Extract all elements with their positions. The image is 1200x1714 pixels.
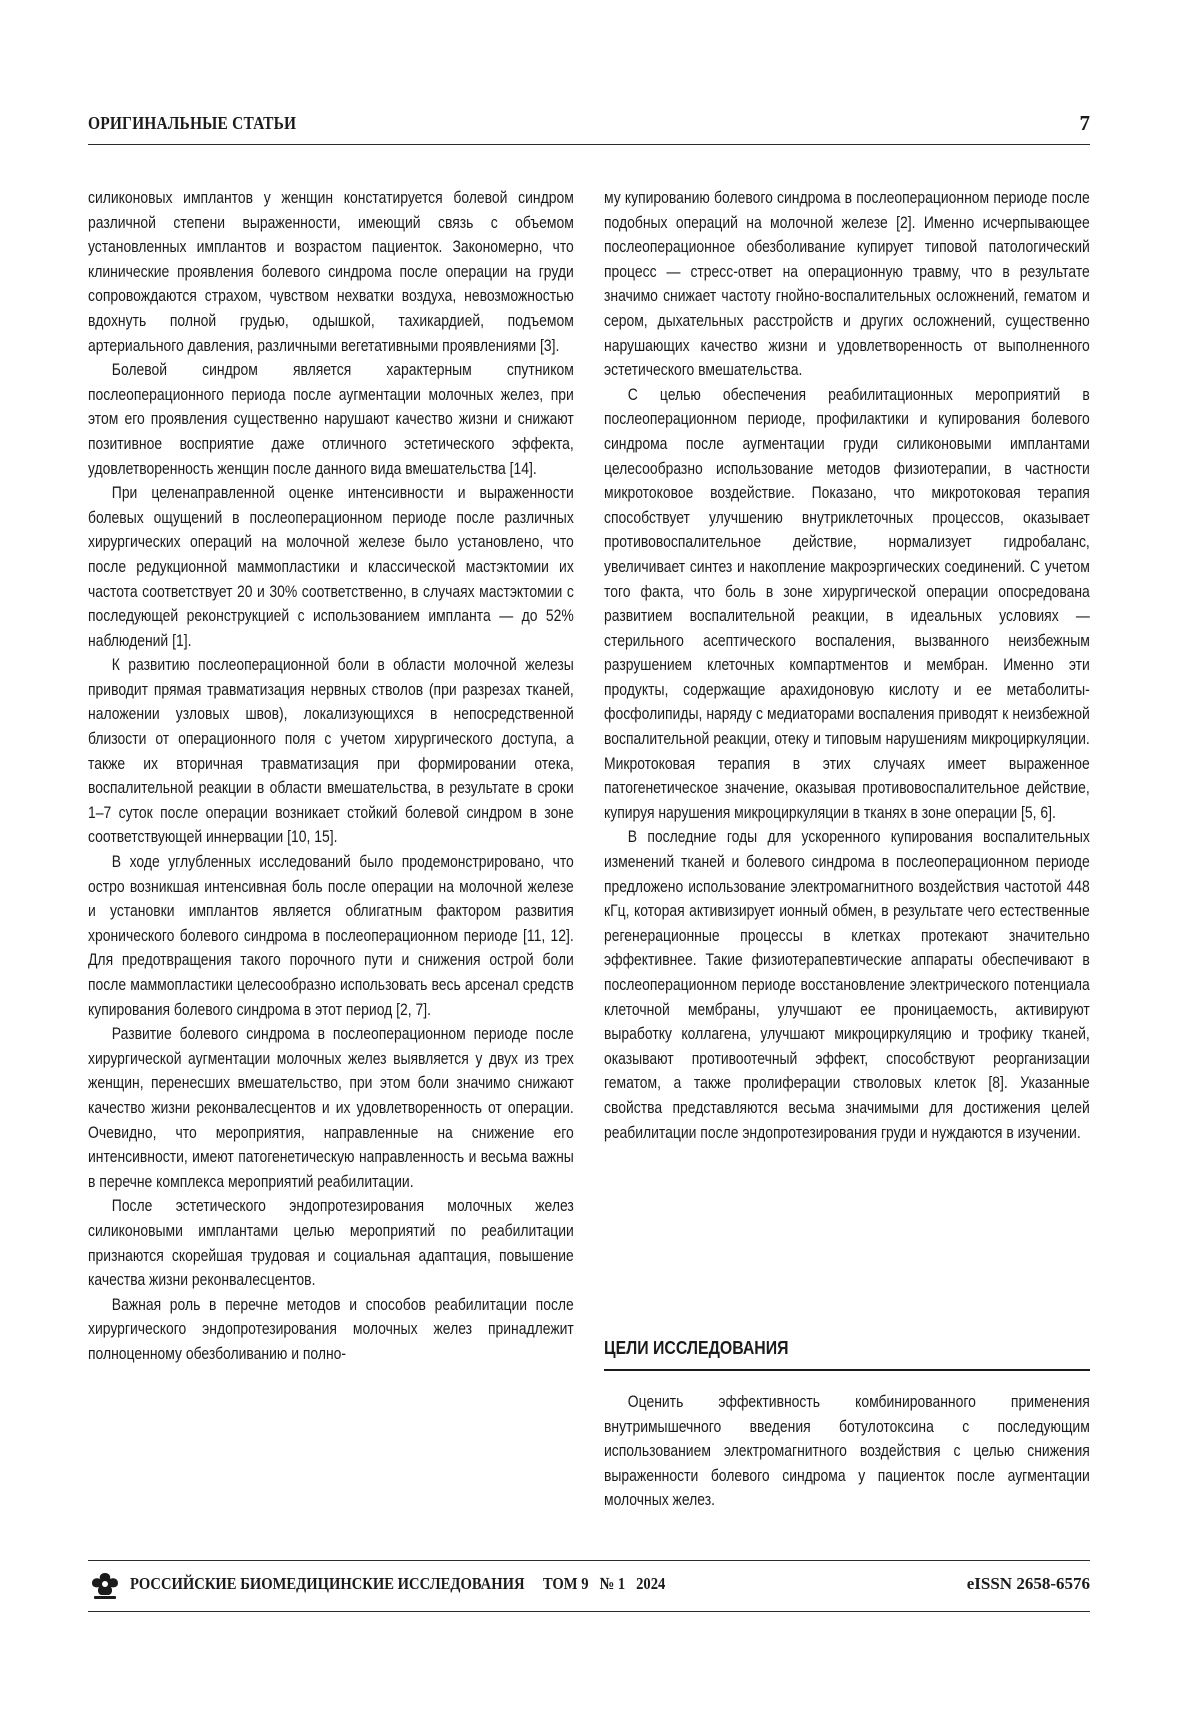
- paragraph-text: Оценить эффективность комбинированного применения внутримышечного введения ботулотоксина с последующим использованием электромагнитного воздействия с целью снижения выраженности болевого синдрома у пациенток после аугментации молочных желез.: [604, 1393, 1090, 1510]
- paragraph-text: му купированию болевого синдрома в послеоперационном периоде после подобных операций на молочной железе [2]. Именно исчерпывающее послеоперационное обезболивание купирует типовой патологический процесс — стресс-ответ на операционную травму, что в результате значимо снижает частоту гнойно-воспалительных осложнений, гематом и сером, дыхательных расстройств и других осложнений, существенно нарушающих качество жизни и удовлетворенность от выполненного эстетического вмешательства.: [604, 189, 1090, 380]
- journal-issn: eISSN 2658-6576: [966, 1574, 1090, 1593]
- left-column: [88, 186, 574, 1367]
- paragraph-text: После эстетического эндопротезирования молочных желез силиконовыми имплантами целью мероприятий по реабилитации признаются скорейшая трудовая и социальная адаптация, повышение качества жизни реконвалесцентов.: [88, 1197, 574, 1290]
- paragraph: [604, 383, 1090, 826]
- page-footer: [88, 1560, 1090, 1612]
- journal-name: РОССИЙСКИЕ БИОМЕДИЦИНСКИЕ ИССЛЕДОВАНИЯ: [130, 1574, 525, 1593]
- journal-volume: ТОМ 9: [542, 1574, 589, 1593]
- paragraph: [88, 358, 574, 481]
- paragraph-text: Важная роль в перечне методов и способов реабилитации после хирургического эндопротезирования молочных желез принадлежит полноценному обезболиванию и полно-: [88, 1295, 574, 1363]
- paragraph-text: В ходе углубленных исследований было продемонстрировано, что остро возникшая интенсивная боль после операции на молочной железе и установки имплантов является облигатным фактором развития хронического болевого синдрома в послеоперационном периоде [11, 12]. Для предотвращения такого порочного пути и снижения острой боли после маммопластики целесообразно использовать весь арсенал средств купирования болевого синдрома в этот период [2, 7].: [88, 853, 574, 1019]
- paragraph-text: При целенаправленной оценке интенсивности и выраженности болевых ощущений в послеоперационном периоде после различных хирургических операций на молочной железе было установлено, что после редукционной маммопластики и классической мастэктомии их частота соответствует 20 и 30% соответственно, в случаях мастэктомии с последующей реконструкцией с использованием импланта — до 52% наблюдений [1].: [88, 484, 574, 650]
- paragraph-text: Развитие болевого синдрома в послеоперационном периоде после хирургической аугментации молочных желез выявляется у двух из трех женщин, перенесших вмешательство, при этом боли значимо снижают качество жизни реконвалесцентов и их удовлетворенность от операции. Очевидно, что мероприятия, направленные на снижение его интенсивности, имеют патогенетическую направленность и весьма важны в перечне комплекса мероприятий реабилитации.: [88, 1025, 574, 1191]
- paragraph-text: С целью обеспечения реабилитационных мероприятий в послеоперационном периоде, профилактики и купирования болевого синдрома после аугментации груди силиконовыми имплантами целесообразно использование методов физиотерапии, в частности микротоковое воздействие. Показано, что микротоковая терапия способствует улучшению внутриклеточных процессов, оказывает противовоспалительное действие, нормализует гидробаланс, увеличивает синтез и накопление макроэргических соединений. С учетом того факта, что боль в зоне хирургической операции опосредована развитием воспалительной реакции, в идеальных условиях — стерильного асептического воспаления, вызванного неизбежным разрушением клеточных компартментов и мембран. Именно эти продукты, содержащие арахидоновую кислоту и ее метаболиты-фосфолипиды, наряду с медиаторами воспаления приводят к неизбежной воспалительной реакции, отеку и типовым нарушениям микроциркуляции. Микротоковая терапия в этих случаях имеет выраженное патогенетическое значение, оказывая противовоспалительное действие, купируя нарушения микроциркуляции в тканях в зоне операции [5, 6].: [604, 385, 1090, 822]
- right-column: [604, 186, 1090, 1145]
- paragraph: [88, 481, 574, 653]
- paragraph: [88, 186, 574, 358]
- paragraph: [88, 1194, 574, 1292]
- paragraph: [88, 850, 574, 1022]
- aims-body: [604, 1390, 1090, 1513]
- paragraph-text: Болевой синдром является характерным спутником послеоперационного периода после аугментации молочных желез, при этом его проявления существенно нарушают качество жизни и снижают позитивное восприятие даже отличного эстетического эффекта, удовлетворенность женщин после данного вида вмешательства [14].: [88, 361, 574, 478]
- paragraph-text: К развитию послеоперационной боли в области молочной железы приводит прямая травматизация нервных стволов (при разрезах тканей, наложении узловых швов), локализующихся в непосредственной близости от операционного поля с учетом хирургического доступа, а также их вторичная травматизация при формировании отека, воспалительной реакции в области вмешательства, в результате в сроки 1–7 суток после операции возникает стойкий болевой синдром в зоне соответствующей иннервации [10, 15].: [88, 656, 574, 847]
- paragraph: [604, 186, 1090, 383]
- paragraph-text: силиконовых имплантов у женщин констатируется болевой синдром различной степени выраженности, имеющий связь с объемом установленных имплантов и возрастом пациенток. Закономерно, что клинические проявления болевого синдрома после операции на груди сопровождаются страхом, чувством нехватки воздуха, невозможностью вдохнуть полной грудью, одышкой, тахикардией, подъемом артериального давления, различными вегетативными проявлениями [3].: [88, 189, 574, 355]
- journal-issue: № 1: [599, 1574, 626, 1593]
- paragraph: [88, 1022, 574, 1194]
- section-heading-aims: [604, 1336, 1090, 1371]
- section-title: ОРИГИНАЛЬНЫЕ СТАТЬИ: [88, 113, 297, 133]
- paragraph: [88, 653, 574, 850]
- journal-citation: [130, 1574, 665, 1594]
- paragraph: [604, 825, 1090, 1145]
- paragraph: [604, 1390, 1090, 1513]
- running-header: [88, 110, 1090, 145]
- page-number: 7: [1079, 111, 1090, 135]
- journal-emblem-icon: [88, 1571, 122, 1601]
- journal-year: 2024: [636, 1574, 666, 1593]
- section-heading-text: ЦЕЛИ ИССЛЕДОВАНИЯ: [604, 1338, 789, 1358]
- paragraph: [88, 1293, 574, 1367]
- paragraph-text: В последние годы для ускоренного купирования воспалительных изменений тканей и болевого синдрома в послеоперационном периоде предложено использование электромагнитного воздействия частотой 448 кГц, которая активизирует ионный обмен, в результате чего естественные регенерационные процессы в клетках протекают значительно эффективнее. Такие физиотерапевтические аппараты обеспечивают в послеоперационном периоде восстановление электрического потенциала клеточной мембраны, улучшают ее проницаемость, активируют выработку коллагена, улучшают микроциркуляцию и трофику тканей, оказывают противоотечный эффект, способствуют реорганизации гематом, а также пролиферации стволовых клеток [8]. Указанные свойства представляются весьма значимыми для достижения целей реабилитации после эндопротезирования груди и нуждаются в изучении.: [604, 828, 1090, 1142]
